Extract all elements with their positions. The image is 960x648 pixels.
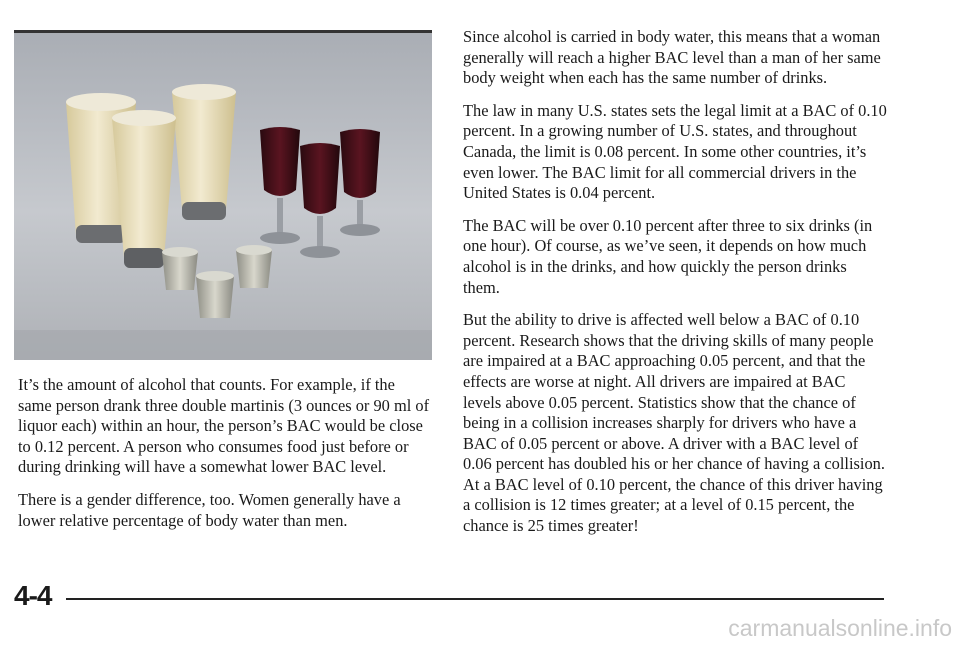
paragraph: The BAC will be over 0.10 percent after three to six drinks (in one hour). Of course, as we’ve seen, it depends on how much alcohol is in the drinks, and how quickly the person drinks them.: [463, 215, 873, 297]
right-column: [463, 27, 887, 549]
left-column: [18, 375, 430, 543]
page-number: 4-4: [14, 580, 52, 611]
paragraph: The law in many U.S. states sets the legal limit at a BAC of 0.10 percent. In a growing number of U.S. states, and throughout Canada, the limit is 0.08 percent. In some other countries, it’s even lower. The BAC limit for all commercial drivers in the United States is 0.04 percent.: [463, 100, 887, 203]
shot-glass-2: [236, 245, 272, 288]
paragraph: It’s the amount of alcohol that counts. For example, if the same person drank three double martinis (3 ounces or 90 ml of liquor each) within an hour, the person’s BAC would be close to 0.12 percent. A person who consumes food just before or during drinking will have a somewhat lower BAC level.: [18, 375, 430, 477]
paragraph: There is a gender difference, too. Women generally have a lower relative percentage of body water than men.: [18, 489, 401, 530]
drinks-photo: [14, 30, 432, 360]
paragraph: But the ability to drive is affected well below a BAC of 0.10 percent. Research shows that the driving skills of many people are impaired at a BAC approaching 0.05 percent, and that the effects are worse at night. All drivers are impaired at BAC levels above 0.05 percent. Statistics show that the chance of being in a collision increases sharply for drivers who have a BAC of 0.05 percent or above. A driver with a BAC level of 0.06 percent has doubled his or her chance of having a collision. At a BAC level of 0.10 percent, the chance of this driver having a collision is 12 times greater; at a level of 0.15 percent, the chance is 25 times greater!: [463, 310, 885, 536]
beer-glass-2: [172, 84, 236, 220]
shot-glass-1: [162, 247, 198, 290]
shot-glass-3: [196, 271, 234, 318]
footer-divider: [66, 598, 884, 600]
paragraph: Since alcohol is carried in body water, this means that a woman generally will reach a higher BAC level than a man of her same body weight when each has the same number of drinks.: [463, 27, 881, 88]
watermark: carmanualsonline.info: [728, 615, 952, 641]
drinks-illustration: [14, 30, 432, 360]
